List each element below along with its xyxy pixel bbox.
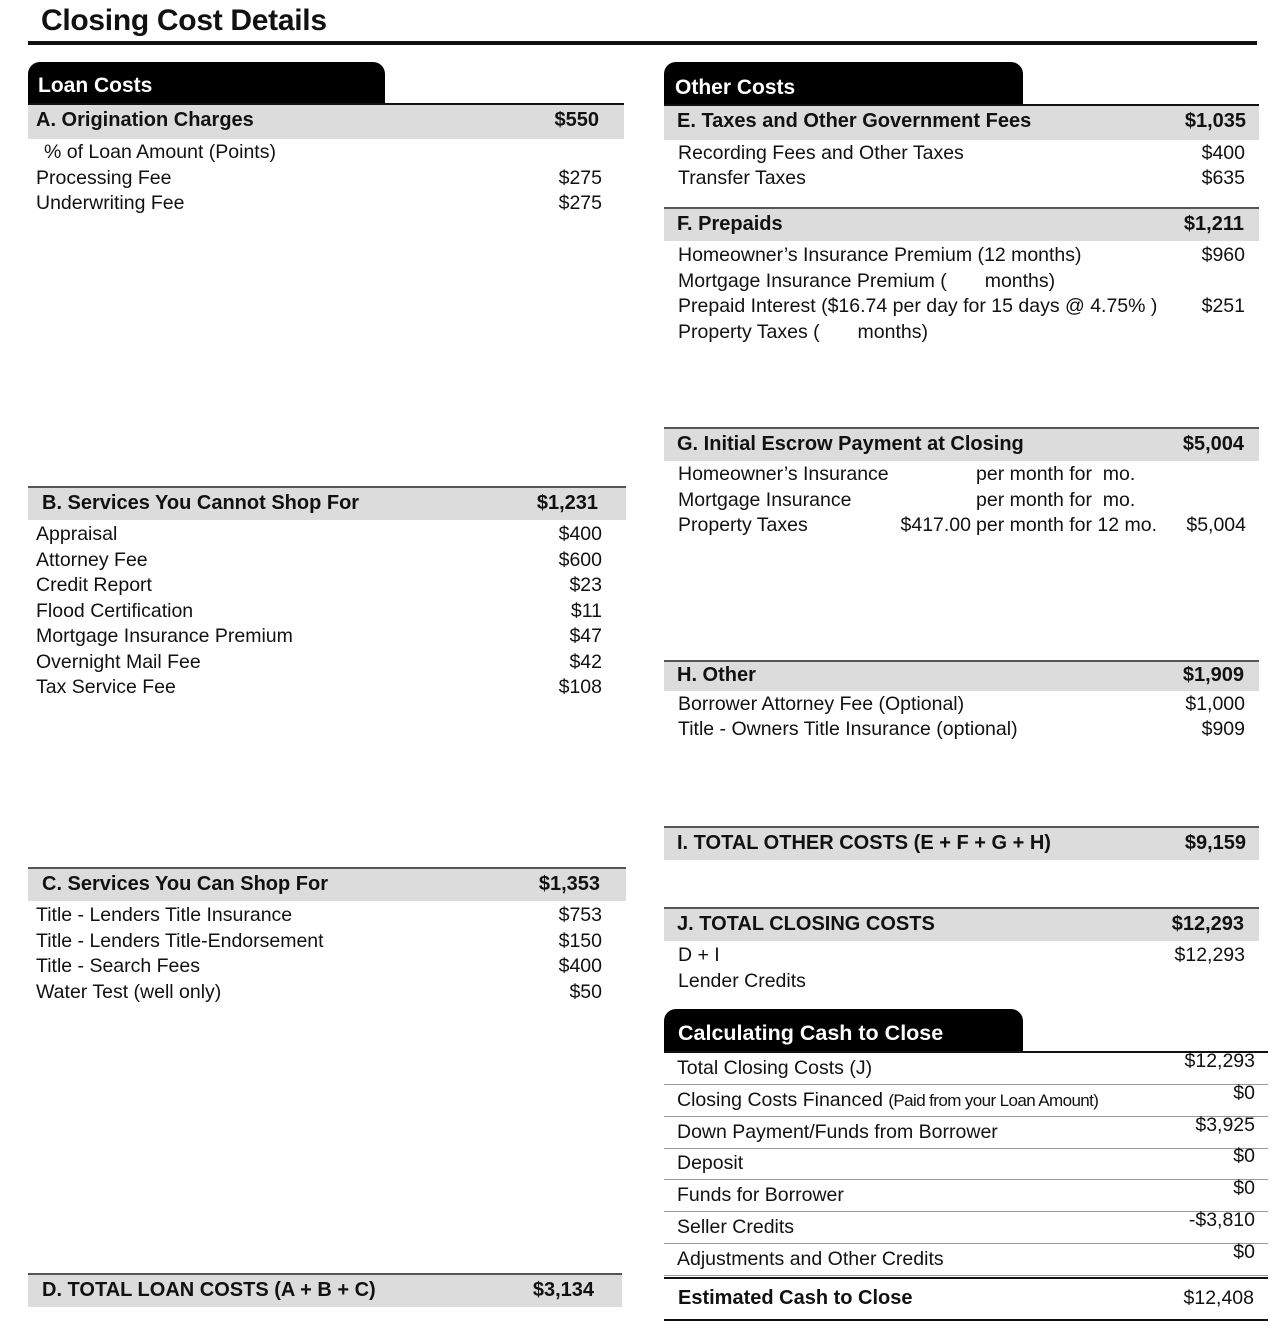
line-item xyxy=(678,969,1245,994)
line-item xyxy=(36,599,602,624)
cash-to-close-row xyxy=(664,1145,1268,1180)
section-b-label: B. Services You Cannot Shop For xyxy=(42,492,360,514)
section-b-amount: $1,231 xyxy=(536,492,598,514)
line-item-amount: $150 xyxy=(558,929,602,952)
line-item xyxy=(678,943,1245,968)
line-item xyxy=(36,573,602,598)
line-item-amount: $909 xyxy=(1201,718,1245,740)
line-item xyxy=(36,954,602,979)
section-j-total xyxy=(664,907,1259,941)
line-item xyxy=(678,243,1245,268)
section-e-label: E. Taxes and Other Government Fees xyxy=(677,110,1032,132)
line-item-amount: $275 xyxy=(558,167,602,189)
cash-row-label: Adjustments and Other Credits xyxy=(677,1247,944,1270)
line-item xyxy=(36,191,602,216)
line-item-label: Mortgage Insurance Premium ( months) xyxy=(678,269,1056,292)
line-item-amount: $400 xyxy=(1201,142,1245,164)
section-a-label: A. Origination Charges xyxy=(36,109,254,131)
cash-row-label: Closing Costs Financed (Paid from your Loan Amount) xyxy=(677,1088,1099,1111)
line-item xyxy=(678,717,1245,742)
section-g-label: G. Initial Escrow Payment at Closing xyxy=(677,433,1024,455)
line-item xyxy=(36,929,602,954)
cash-row-amount: $0 xyxy=(1233,1177,1255,1200)
cash-to-close-tab xyxy=(664,1009,1023,1051)
line-item xyxy=(678,692,1245,717)
line-item-label: Processing Fee xyxy=(36,167,172,189)
line-item-amount: $11 xyxy=(570,599,602,622)
cash-to-close-row xyxy=(664,1177,1268,1212)
section-a-header xyxy=(28,105,624,139)
line-item xyxy=(36,903,602,928)
line-item-amount: $275 xyxy=(558,192,602,214)
line-item xyxy=(36,548,602,573)
line-item-label: Borrower Attorney Fee (Optional) xyxy=(678,693,965,715)
line-item-label: Flood Certification xyxy=(36,599,194,622)
cash-to-close-row xyxy=(664,1209,1268,1244)
section-h-header xyxy=(664,660,1259,691)
estimated-cash-label: Estimated Cash to Close xyxy=(678,1287,913,1309)
loan-costs-tab-label: Loan Costs xyxy=(38,74,153,97)
section-f-label: F. Prepaids xyxy=(677,213,783,235)
cash-row-amount: $0 xyxy=(1233,1081,1255,1104)
cash-row-label: Funds for Borrower xyxy=(677,1184,844,1207)
cash-row-label: Total Closing Costs (J) xyxy=(677,1057,873,1079)
escrow-item-label: Mortgage Insurance xyxy=(678,488,852,511)
line-item-label: Title - Owners Title Insurance (optional) xyxy=(678,718,1018,740)
escrow-monthly-amount: $417.00 xyxy=(900,514,971,536)
line-item xyxy=(678,141,1245,166)
section-d-label: D. TOTAL LOAN COSTS (A + B + C) xyxy=(42,1279,376,1301)
section-j-label: J. TOTAL CLOSING COSTS xyxy=(677,913,935,935)
section-d-total xyxy=(28,1273,622,1307)
section-b-header xyxy=(28,486,626,520)
estimated-top-rule xyxy=(664,1277,1268,1279)
escrow-line-item xyxy=(678,462,1246,487)
section-c-amount: $1,353 xyxy=(538,873,600,895)
line-item xyxy=(678,320,1245,345)
line-item-label: Underwriting Fee xyxy=(36,192,185,214)
section-f-header xyxy=(664,207,1259,241)
estimated-bottom-rule xyxy=(664,1319,1268,1321)
section-c-label: C. Services You Can Shop For xyxy=(42,873,328,895)
escrow-item-label: Homeowner’s Insurance xyxy=(678,463,889,485)
escrow-period: per month for mo. xyxy=(976,463,1136,485)
line-item-label: Water Test (well only) xyxy=(36,980,222,1003)
cash-row-amount: $0 xyxy=(1233,1145,1255,1168)
estimated-cash-amount: $12,408 xyxy=(1183,1287,1254,1309)
other-costs-tab xyxy=(664,62,1023,104)
line-item-amount: $12,293 xyxy=(1174,944,1245,966)
cash-to-close-row xyxy=(664,1113,1268,1149)
section-h-label: H. Other xyxy=(677,664,756,686)
line-item-amount: $50 xyxy=(569,980,602,1003)
line-item xyxy=(678,166,1245,191)
line-item-amount: $635 xyxy=(1201,167,1245,189)
line-item xyxy=(678,269,1245,294)
cash-to-close-row xyxy=(664,1240,1268,1276)
line-item-amount: $47 xyxy=(569,625,602,647)
cash-to-close-tab-label: Calculating Cash to Close xyxy=(678,1021,944,1045)
loan-costs-tab xyxy=(28,62,385,104)
escrow-line-item xyxy=(678,488,1246,513)
line-item-amount: $400 xyxy=(558,955,602,977)
line-item-amount: $753 xyxy=(558,904,602,926)
cash-row-label: Down Payment/Funds from Borrower xyxy=(677,1120,998,1143)
section-d-amount: $3,134 xyxy=(532,1279,594,1301)
section-a-amount: $550 xyxy=(554,109,599,131)
cash-row-amount: -$3,810 xyxy=(1188,1209,1255,1231)
line-item xyxy=(44,140,604,165)
cash-to-close-row xyxy=(664,1081,1268,1117)
line-item-label: D + I xyxy=(678,944,720,966)
line-item-label: Tax Service Fee xyxy=(36,676,176,698)
section-h-amount: $1,909 xyxy=(1182,664,1244,686)
cash-row-label-note: (Paid from your Loan Amount) xyxy=(888,1090,1099,1110)
line-item-label: Attorney Fee xyxy=(36,548,148,571)
escrow-period: per month for mo. xyxy=(976,488,1136,511)
line-item-amount: $251 xyxy=(1201,295,1245,317)
other-costs-tab-label: Other Costs xyxy=(675,76,796,99)
section-g-amount: $5,004 xyxy=(1182,433,1244,455)
line-item-amount: $960 xyxy=(1201,244,1245,266)
cash-row-amount: $3,925 xyxy=(1195,1113,1255,1136)
cash-to-close-row xyxy=(664,1050,1268,1085)
line-item xyxy=(36,166,602,191)
section-e-header xyxy=(664,106,1259,140)
cash-row-amount: $12,293 xyxy=(1184,1050,1255,1072)
section-e-amount: $1,035 xyxy=(1184,110,1246,132)
cash-row-amount: $0 xyxy=(1233,1240,1255,1263)
section-g-header xyxy=(664,427,1259,461)
line-item-label: Overnight Mail Fee xyxy=(36,650,201,673)
section-j-amount: $12,293 xyxy=(1171,913,1244,935)
line-item xyxy=(678,294,1245,319)
line-item-label: Homeowner’s Insurance Premium (12 months) xyxy=(678,244,1082,266)
section-i-amount: $9,159 xyxy=(1184,832,1246,854)
section-c-header xyxy=(28,867,626,901)
line-item-label: Title - Lenders Title Insurance xyxy=(36,904,293,926)
section-f-amount: $1,211 xyxy=(1183,213,1244,235)
section-i-total xyxy=(664,826,1259,860)
title-divider xyxy=(28,41,1257,45)
estimated-cash-row xyxy=(664,1281,1268,1319)
line-item-label: Credit Report xyxy=(36,574,152,596)
line-item xyxy=(36,624,602,649)
page-title: Closing Cost Details xyxy=(41,4,327,37)
escrow-item-label: Property Taxes xyxy=(678,514,808,536)
line-item-label: Lender Credits xyxy=(678,970,806,992)
line-item-label: Mortgage Insurance Premium xyxy=(36,625,293,647)
line-item-label: Recording Fees and Other Taxes xyxy=(678,142,964,164)
line-item-amount: $1,000 xyxy=(1185,693,1245,715)
line-item-amount: $42 xyxy=(569,650,602,673)
escrow-item-amount: $5,004 xyxy=(1186,514,1246,536)
line-item-label: Property Taxes ( months) xyxy=(678,320,928,343)
line-item-label: Appraisal xyxy=(36,523,118,545)
escrow-line-item xyxy=(678,513,1246,538)
escrow-period: per month for 12 mo. xyxy=(976,514,1158,536)
line-item xyxy=(36,522,602,547)
line-item-label: % of Loan Amount (Points) xyxy=(44,141,276,163)
line-item-label: Transfer Taxes xyxy=(678,167,806,189)
line-item-label: Title - Search Fees xyxy=(36,955,200,977)
line-item-label: Title - Lenders Title-Endorsement xyxy=(36,929,324,952)
line-item-amount: $400 xyxy=(558,523,602,545)
line-item xyxy=(36,980,602,1005)
line-item-amount: $108 xyxy=(558,676,602,698)
cash-row-label: Deposit xyxy=(677,1152,744,1175)
line-item-amount: $600 xyxy=(558,548,602,571)
cash-row-label: Seller Credits xyxy=(677,1216,795,1238)
section-i-label: I. TOTAL OTHER COSTS (E + F + G + H) xyxy=(677,832,1051,854)
line-item-label: Prepaid Interest ($16.74 per day for 15 days @ 4.75% ) xyxy=(678,295,1158,317)
line-item-amount: $23 xyxy=(569,574,602,596)
line-item xyxy=(36,675,602,700)
line-item xyxy=(36,650,602,675)
